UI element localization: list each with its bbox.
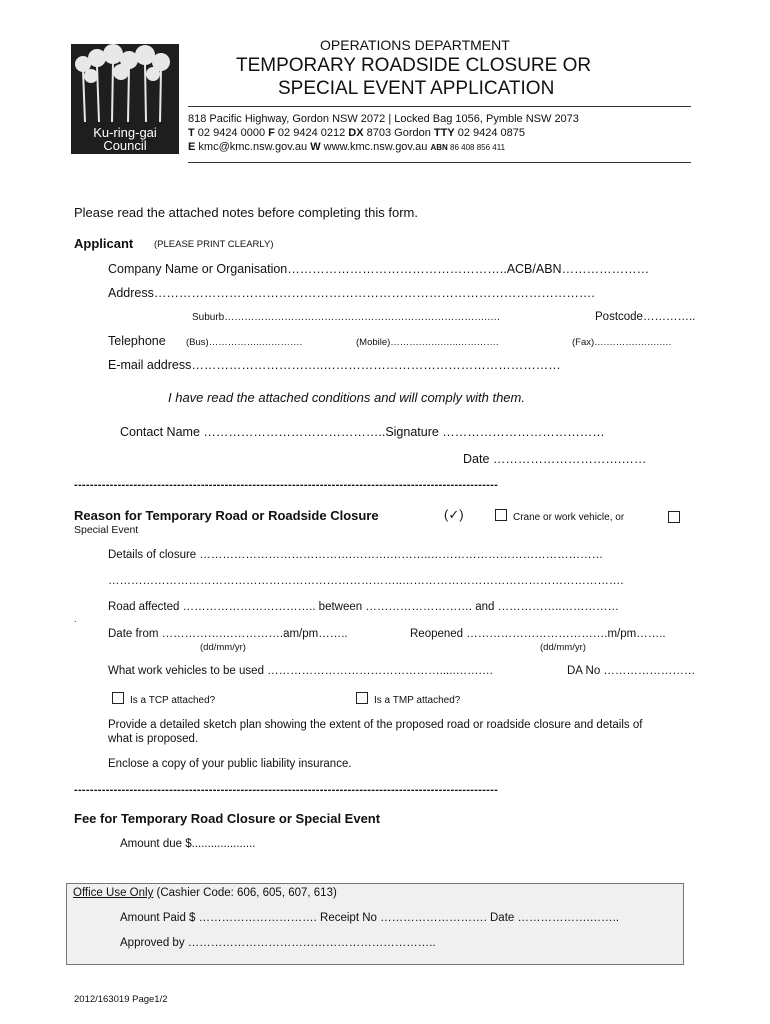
header-rule-bottom [188, 162, 691, 163]
declaration-text: I have read the attached conditions and will comply with them. [168, 390, 525, 405]
crane-option: Crane or work vehicle, or [495, 509, 624, 523]
fax-field[interactable]: (Fax)….……….…….…. [572, 337, 672, 348]
special-event-option [668, 509, 686, 527]
bus-phone-field[interactable]: (Bus)……………..…………. [186, 337, 303, 348]
address-field[interactable]: Address……………………………………………………………………………………………. [108, 286, 595, 300]
council-contact-line3: E kmc@kmc.nsw.gov.au W www.kmc.nsw.gov.au ABN 86 408 856 411 [188, 141, 506, 153]
department-name: OPERATIONS DEPARTMENT [320, 37, 510, 53]
trees-icon [71, 44, 179, 124]
approved-by-field[interactable]: Approved by ……………………………………………………….. [120, 937, 436, 949]
council-address: 818 Pacific Highway, Gordon NSW 2072 | Locked Bag 1056, Pymble NSW 2073 [188, 113, 579, 125]
tcp-option: Is a TCP attached? [112, 692, 215, 706]
special-event-label: Special Event [74, 524, 139, 536]
crane-checkbox[interactable] [495, 509, 507, 521]
logo-line1: Ku-ring-gai [93, 125, 157, 140]
office-use-header [73, 887, 337, 899]
applicant-heading: Applicant [74, 236, 134, 251]
separator-2: ----------------------------------------------------------------------------------------------------------- [74, 784, 499, 796]
stray-dot: . [74, 614, 77, 624]
tick-mark: (✓) [444, 507, 464, 522]
tmp-checkbox[interactable] [356, 692, 368, 704]
closure-details-field[interactable]: Details of closure ………………………………….……….………..……………………………………… [108, 549, 604, 561]
mobile-phone-field[interactable]: (Mobile)……….…….…..…………. [356, 337, 499, 348]
special-event-checkbox[interactable] [668, 511, 680, 523]
separator-1: ----------------------------------------------------------------------------------------------------------- [74, 479, 499, 491]
road-affected-field[interactable]: Road affected …………………………….. between ………………………. and ……………..…………… [108, 601, 620, 613]
date-from-field[interactable]: Date from …………….…………….am/pm…….. [108, 628, 348, 640]
fee-heading: Fee for Temporary Road Closure or Special Event [74, 811, 381, 826]
sketch-instruction-line2: what is proposed. [108, 733, 199, 745]
date-format-hint-1: (dd/mm/yr) [200, 642, 246, 653]
date-format-hint-2: (dd/mm/yr) [540, 642, 586, 653]
work-vehicles-field[interactable]: What work vehicles to be used ……………………………………….....…….… [108, 665, 494, 677]
suburb-field[interactable]: Suburb…………………………………………………………………….…. [192, 312, 500, 323]
cashier-codes: (Cashier Code: 606, 605, 607, 613) [153, 887, 337, 899]
telephone-label: Telephone [108, 334, 166, 348]
page-footer: 2012/163019 Page1/2 [74, 994, 168, 1005]
sketch-instruction-line1: Provide a detailed sketch plan showing the extent of the proposed road or roadside closure and details of [108, 719, 643, 731]
amount-due-field[interactable]: Amount due $.................... [120, 838, 256, 850]
intro-text: Please read the attached notes before completing this form. [74, 205, 418, 220]
insurance-instruction: Enclose a copy of your public liability insurance. [108, 758, 352, 770]
council-contact-line2: T 02 9424 0000 F 02 9424 0212 DX 8703 Gordon TTY 02 9424 0875 [188, 127, 526, 139]
form-title-line2: SPECIAL EVENT APPLICATION [278, 78, 555, 99]
contact-signature-field[interactable]: Contact Name ……………………………………..Signature ………………………………… [120, 425, 605, 439]
reason-heading: Reason for Temporary Road or Roadside Closure [74, 508, 379, 523]
email-field[interactable]: E-mail address…………………………..………………………………………………… [108, 358, 561, 372]
amount-paid-field[interactable]: Amount Paid $ …………………………. Receipt No ………………………. Date ……………….…….. [120, 912, 620, 924]
tmp-option: Is a TMP attached? [356, 692, 460, 706]
company-field[interactable]: Company Name or Organisation……………………………………………..ACB/ABN………………… [108, 262, 650, 276]
print-clearly-note: (PLEASE PRINT CLEARLY) [154, 239, 274, 250]
header-rule-top [188, 106, 691, 107]
applicant-date-field[interactable]: Date ………………………….…… [463, 452, 647, 466]
council-logo [71, 44, 179, 154]
reopened-field[interactable]: Reopened ……………………………….m/pm…….. [410, 628, 666, 640]
tcp-checkbox[interactable] [112, 692, 124, 704]
office-use-label: Office Use Only [73, 887, 154, 899]
postcode-field[interactable]: Postcode………….. [595, 311, 696, 323]
da-number-field[interactable]: DA No …………………… [567, 665, 696, 677]
closure-details-continuation[interactable]: …………………………………………………………………..…………………………………………………. [108, 575, 624, 587]
form-title-line1: TEMPORARY ROADSIDE CLOSURE OR [236, 55, 592, 76]
logo-line2: Council [103, 138, 147, 153]
